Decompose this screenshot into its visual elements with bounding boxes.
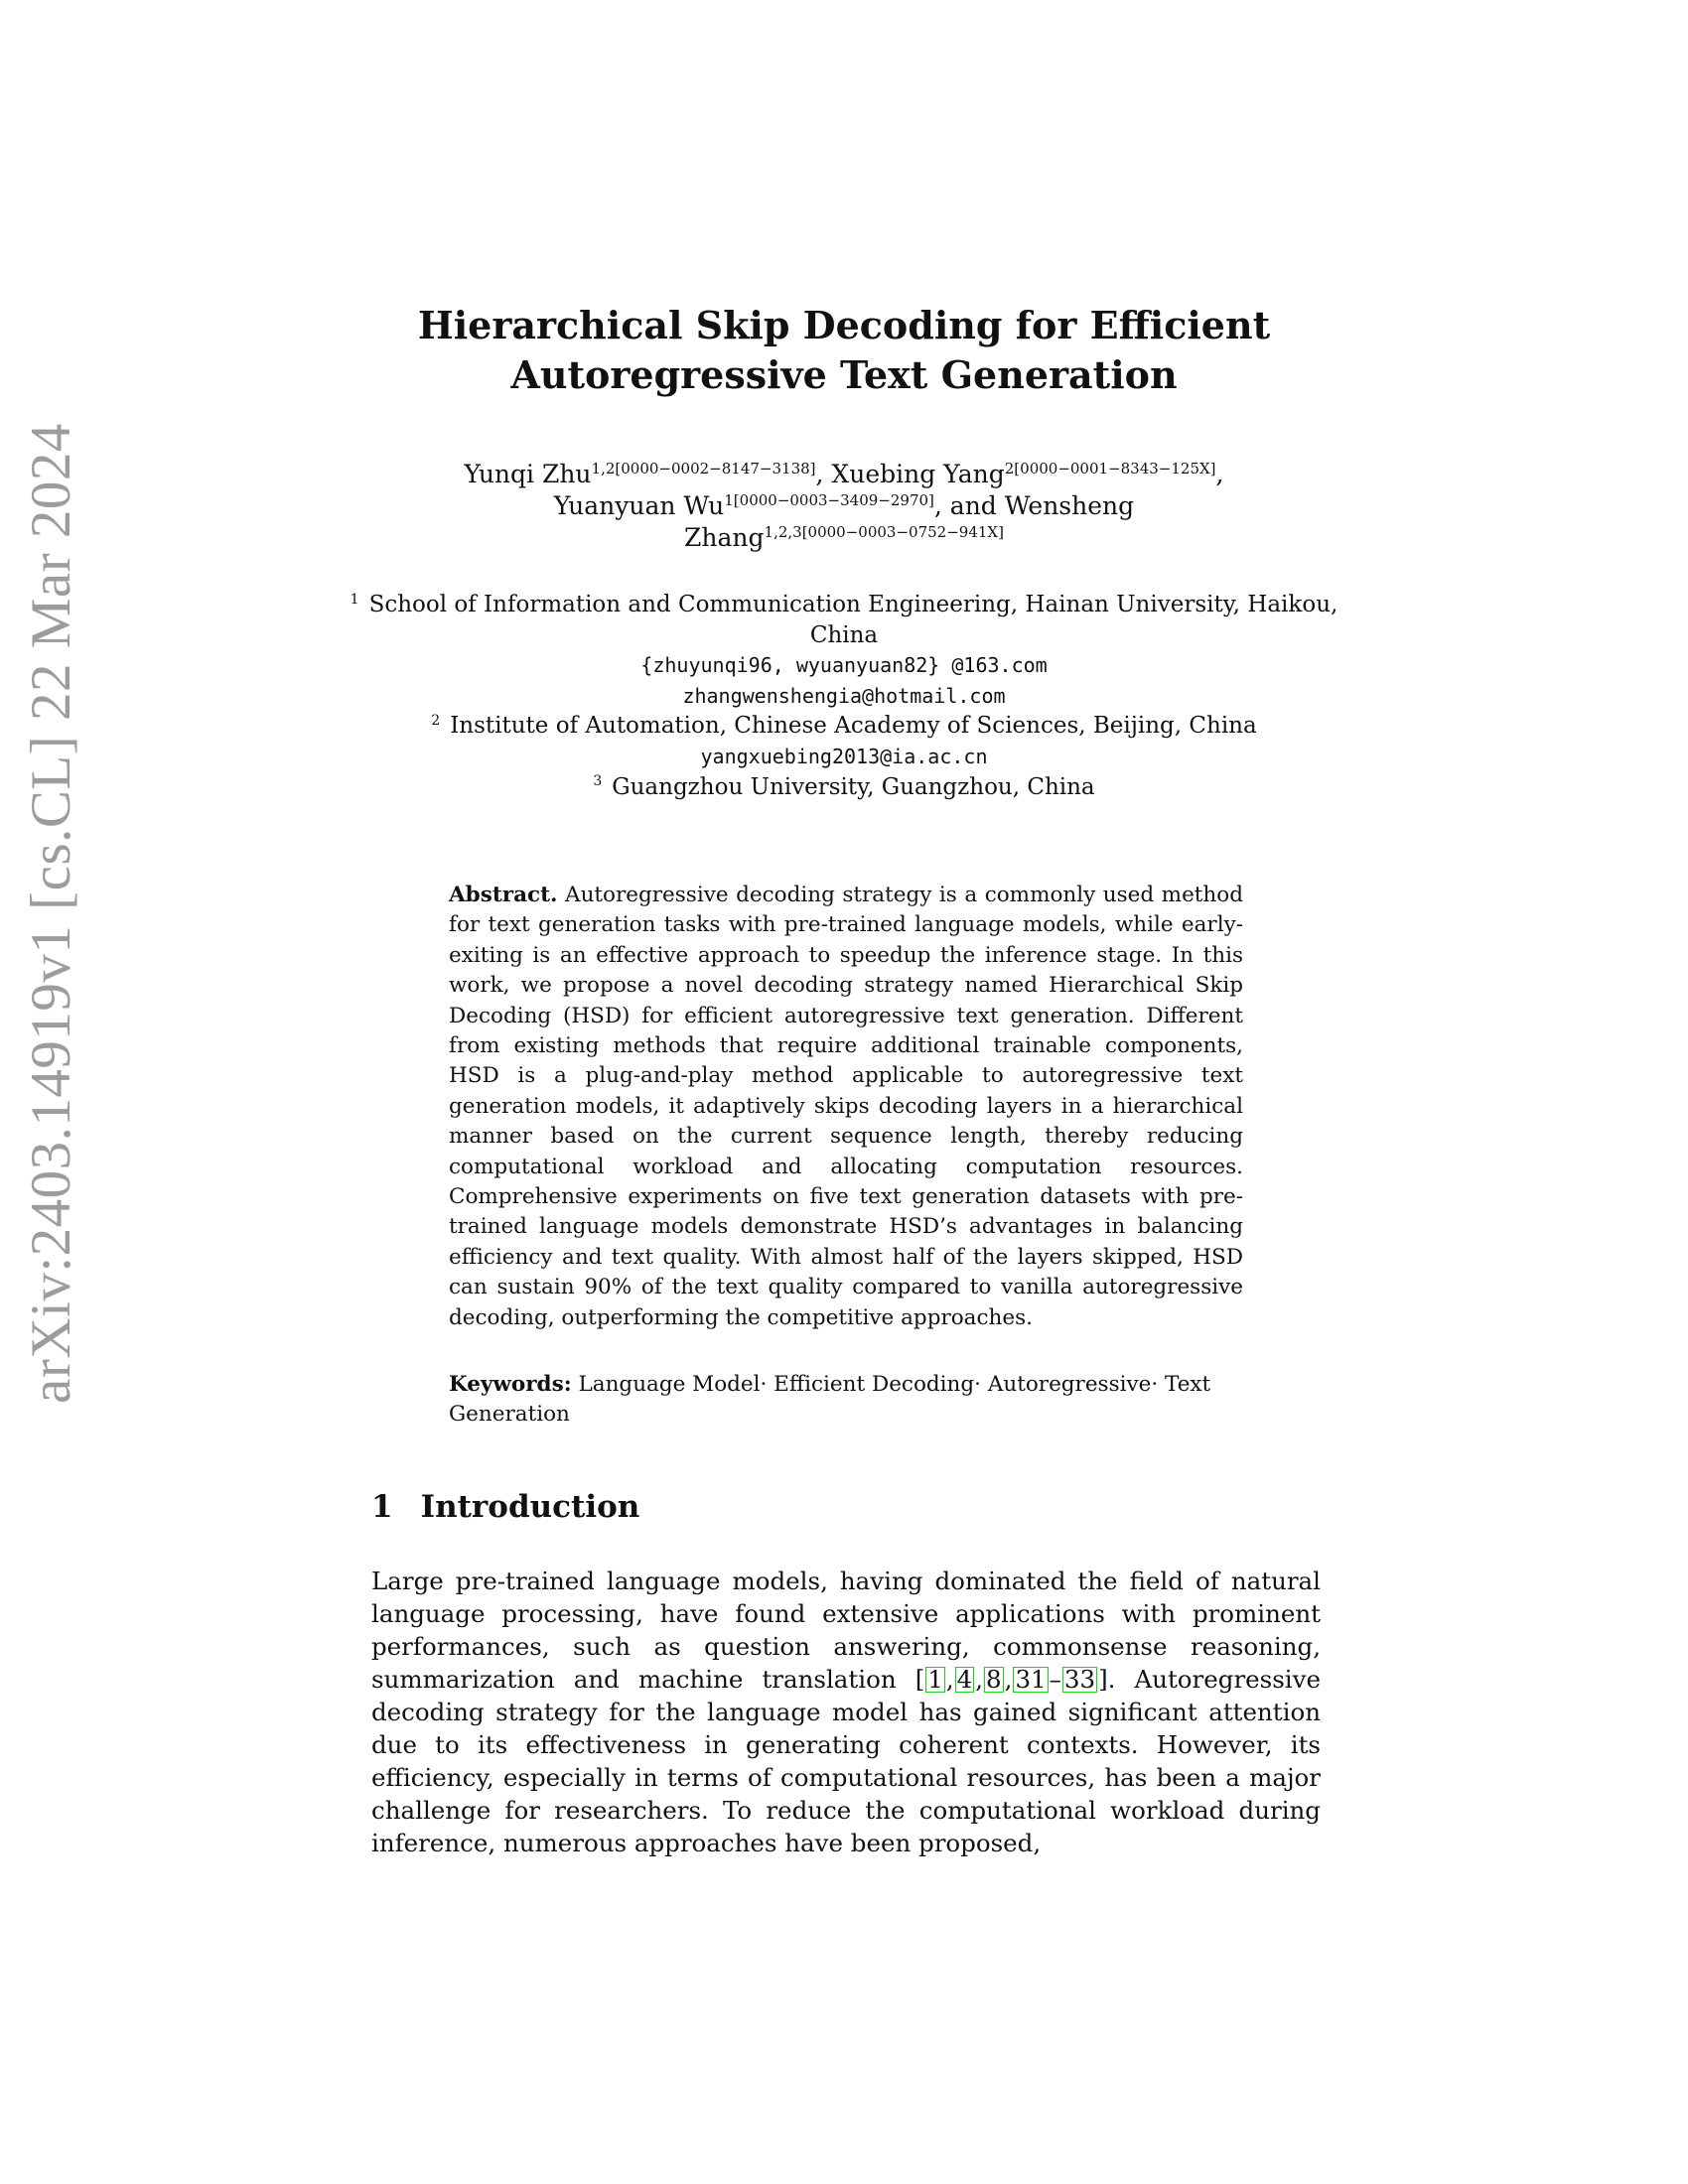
citation-link[interactable]: 4 <box>956 1665 973 1694</box>
affiliation-number: 3 <box>593 773 603 790</box>
author-orcid: 1[0000−0003−3409−2970] <box>724 491 934 509</box>
author-name: Xuebing Yang <box>831 460 1005 488</box>
keywords <box>449 1370 1243 1431</box>
citation-open-bracket: [ <box>914 1665 925 1694</box>
introduction-paragraph <box>371 1565 1321 1859</box>
author-name-continued: Zhang <box>684 523 765 552</box>
affiliation-1-line-1 <box>328 590 1360 620</box>
citation-link[interactable]: 8 <box>986 1665 1002 1694</box>
arxiv-identifier-stamp: arXiv:2403.14919v1 [cs.CL] 22 Mar 2024 <box>20 423 82 1404</box>
author-separator: , and Wensheng <box>933 491 1135 520</box>
title-line-2: Autoregressive Text Generation <box>510 352 1178 397</box>
affiliation-number: 1 <box>350 591 359 608</box>
author-separator: , <box>1215 460 1224 488</box>
affiliations <box>328 590 1360 802</box>
citation-range-dash: – <box>1049 1665 1061 1694</box>
affiliation-2-email: yangxuebing2013@ia.ac.cn <box>700 744 988 768</box>
citation-separator: , <box>1004 1665 1013 1694</box>
affiliation-1-email-1: {zhuyunqi96, wyuanyuan82} @163.com <box>640 653 1048 678</box>
paper-title <box>298 301 1390 400</box>
author-orcid: 1,2[0000−0002−8147−3138] <box>591 460 816 478</box>
affiliation-3 <box>328 772 1360 803</box>
section-title: Introduction <box>420 1489 640 1525</box>
author-line-1 <box>328 459 1360 490</box>
author-line-2 <box>328 490 1360 522</box>
abstract-text: Autoregressive decoding strategy is a commonly used method for text generation tasks with pre-trained language models, while early-exiting is an effective approach to speedup the inference stage. In this work, we propose a novel decoding strategy named Hierarchical Skip Decoding (HSD) for efficient autoregressive text generation. Different from existing methods that require additional trainable components, HSD is a plug-and-play method applicable to autoregressive text generation models, it adaptively skips decoding layers in a hierarchical manner based on the current sequence length, thereby reducing computational workload and allocating computation resources. Comprehensive experiments on five text generation datasets with pre-trained language models demonstrate HSD’s advantages in balancing efficiency and text quality. With almost half of the layers skipped, HSD can sustain 90% of the text quality compared to vanilla autoregressive decoding, outperforming the competitive approaches. <box>449 883 1243 1330</box>
affiliation-text: Guangzhou University, Guangzhou, China <box>612 773 1095 800</box>
abstract-label: Abstract. <box>449 883 558 907</box>
citation-separator: , <box>975 1665 984 1694</box>
author-name: Yuanyuan Wu <box>553 491 725 520</box>
author-orcid: 2[0000−0001−8343−125X] <box>1004 460 1216 478</box>
intro-text: Large pre-trained language models, having dominated the field of natural language processing, have found extensive applications with prominent performances, such as question answering, commonsense reasoning, summarization and machine translation <box>371 1567 1321 1694</box>
citation-separator: , <box>945 1665 954 1694</box>
keywords-text: Language Model· Efficient Decoding· Autoregressive· Text Generation <box>449 1372 1211 1428</box>
citation-close-bracket: ] <box>1098 1665 1108 1694</box>
title-line-1: Hierarchical Skip Decoding for Efficient <box>417 303 1271 347</box>
citation-link[interactable]: 33 <box>1063 1665 1096 1694</box>
keywords-label: Keywords: <box>449 1372 572 1397</box>
affiliation-text: Institute of Automation, Chinese Academy of Sciences, Beijing, China <box>450 713 1257 740</box>
abstract <box>449 881 1243 1333</box>
author-separator: , <box>815 460 832 488</box>
affiliation-number: 2 <box>431 712 441 729</box>
affiliation-1-line-2: China <box>809 621 879 648</box>
citation-link[interactable]: 1 <box>927 1665 943 1694</box>
author-line-3 <box>328 522 1360 554</box>
affiliation-text: School of Information and Communication Engineering, Hainan University, Haikou, <box>368 592 1338 617</box>
section-heading <box>371 1489 639 1525</box>
intro-text: . Autoregressive decoding strategy for the language model has gained significant attention due to its effectiveness in generating coherent contexts. However, its efficiency, especially in terms of computational resources, has been a major challenge for researchers. To reduce the computational workload during inference, numerous approaches have been proposed, <box>371 1665 1321 1857</box>
author-list <box>328 459 1360 554</box>
author-name: Yunqi Zhu <box>464 460 592 488</box>
author-orcid: 1,2,3[0000−0003−0752−941X] <box>764 523 1004 541</box>
affiliation-2 <box>328 711 1360 742</box>
section-number: 1 <box>371 1489 393 1525</box>
citation-link[interactable]: 31 <box>1015 1665 1047 1694</box>
affiliation-1-email-2: zhangwenshengia@hotmail.com <box>682 683 1006 708</box>
